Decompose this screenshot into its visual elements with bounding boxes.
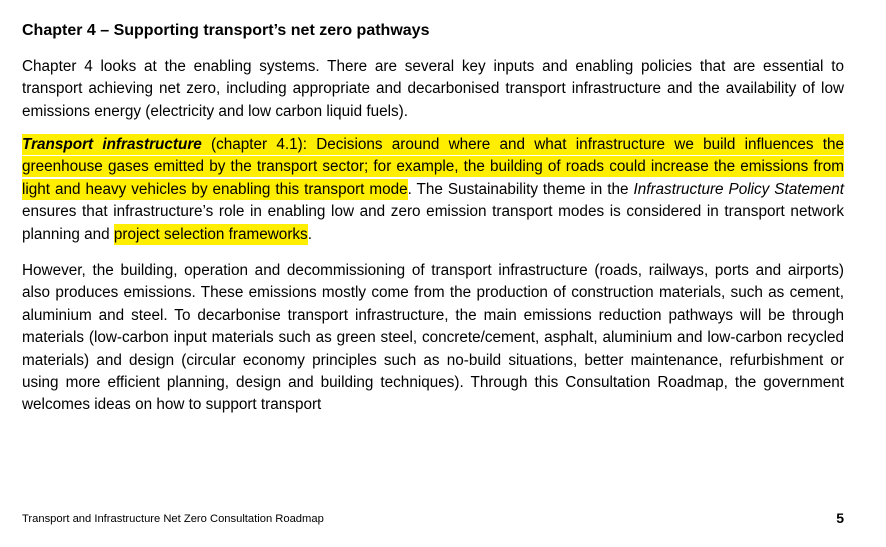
chapter-heading: Chapter 4 – Supporting transport’s net zero pathways [22, 22, 430, 39]
paragraph-emissions: However, the building, operation and decommissioning of transport infrastructure (roads, railways, ports and airports) also produces emissions. These emissions mostly come from the production of construction materials, such as cement, aluminium and steel. To decarbonise transport infrastructure, the main emissions reduction pathways will be through materials (low-carbon input materials such as green steel, concrete/cement, asphalt, aluminium and low-carbon recycled materials) and design (circular economy principles such as no-build situations, better maintenance, refurbishment or using more efficient planning, design and building techniques). Through this Consultation Roadmap, the government welcomes ideas on how to support transport [22, 262, 844, 414]
paragraph-text: . The Sustainability theme in the [407, 180, 634, 198]
footer-document-title: Transport and Infrastructure Net Zero Consultation Roadmap [22, 513, 324, 525]
paragraph-intro: Chapter 4 looks at the enabling systems. There are several key inputs and enabling policies that are essential to transport achieving net zero, including appropriate and decarbonised transport infrastructure and the availability of low emissions energy (electricity and low carbon liquid fuels). [22, 58, 844, 120]
term-transport-infrastructure: Transport infrastructure [22, 136, 202, 153]
paragraph-transport-infrastructure [22, 134, 844, 246]
paragraph-end: . [307, 225, 312, 243]
page-number: 5 [836, 510, 844, 526]
term-description: (chapter 4.1): Decisions around where and what infrastructure we build influences the greenhouse gases emitted by the transport sector; for example, the building of roads could increase the emissions from light and heavy vehicles by enabling this transport mode [22, 136, 844, 198]
highlighted-phrase: project selection frameworks [113, 225, 308, 243]
policy-statement-title: Infrastructure Policy Statement [633, 180, 844, 198]
paragraph-text: ensures that infrastructure’s role in enabling low and zero emission transport modes is considered in transport network planning and [22, 203, 844, 243]
